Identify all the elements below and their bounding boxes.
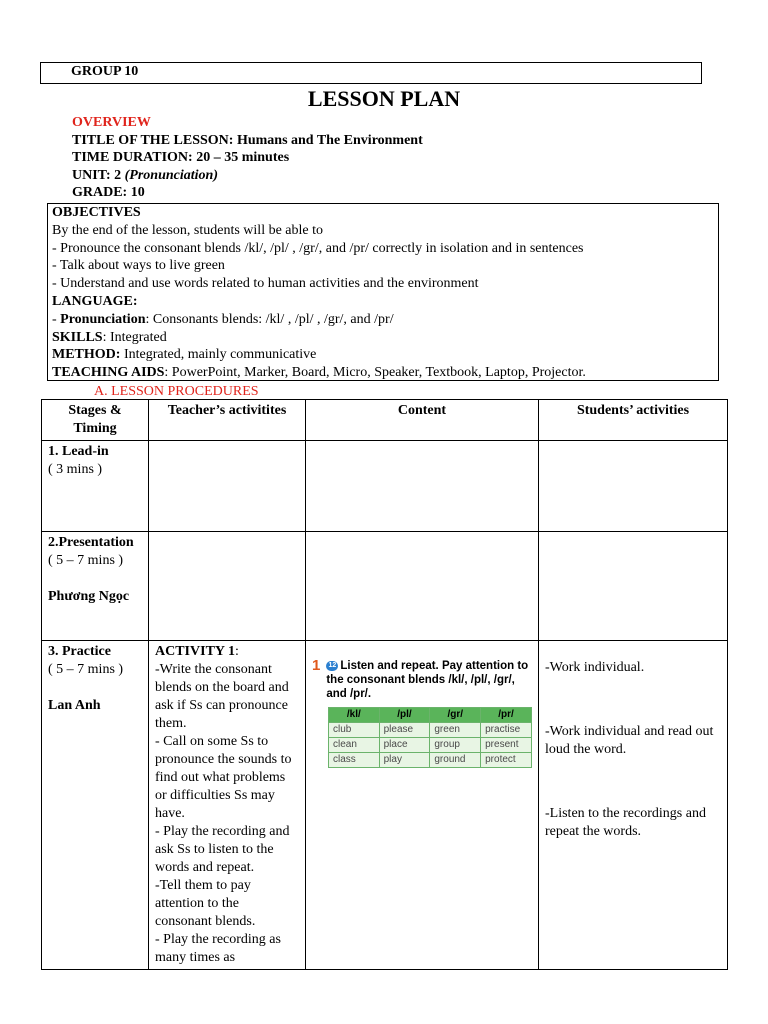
method-label: METHOD: <box>52 347 121 363</box>
language-label: LANGUAGE: <box>52 293 138 309</box>
objective-item: - Pronounce the consonant blends /kl/, /pl/ , /gr/, and /pr/ correctly in isolation and in sentences <box>52 240 584 256</box>
presenter-name: Phương Ngọc <box>48 589 130 604</box>
word-row <box>329 723 532 738</box>
stage-time: ( 3 mins ) <box>48 462 103 477</box>
group-label: GROUP 10 <box>71 64 139 79</box>
teaching-aids-text: : PowerPoint, Marker, Board, Micro, Speaker, Textbook, Laptop, Projector. <box>164 365 586 381</box>
pronunciation-text: : Consonants blends: /kl/ , /pl/ , /gr/, and /pr/ <box>145 311 394 327</box>
objective-item: - Understand and use words related to human activities and the environment <box>52 276 479 292</box>
activity-colon: : <box>235 644 239 659</box>
teaching-aids-label: TEACHING AIDS <box>52 365 165 381</box>
word-cell: group <box>430 738 481 753</box>
group-box <box>40 62 702 84</box>
word-row <box>329 738 532 753</box>
audio-track-icon: 12 <box>326 661 338 671</box>
word-cell: club <box>329 723 380 738</box>
method-text: Integrated, mainly communicative <box>120 347 317 363</box>
table-row <box>42 532 728 641</box>
word-cell: present <box>481 738 532 753</box>
unit-note: (Pronunciation) <box>124 167 218 183</box>
activity-title: ACTIVITY 1 <box>155 644 235 659</box>
teaching-aids-line <box>52 364 714 382</box>
word-row <box>329 753 532 768</box>
unit-line <box>72 167 423 185</box>
header-stages: Stages & Timing <box>42 400 149 441</box>
overview-heading: OVERVIEW <box>72 115 151 130</box>
table-row <box>42 641 728 970</box>
students-cell <box>539 641 728 970</box>
student-activity: -Work individual and read out loud the word. <box>545 724 714 757</box>
students-cell <box>539 441 728 532</box>
objectives-intro: By the end of the lesson, students will be able to <box>52 222 324 238</box>
word-column-header: /kl/ <box>329 708 380 723</box>
page-title: LESSON PLAN <box>307 86 461 111</box>
header-teacher: Teacher’s activitites <box>149 400 306 441</box>
objectives-box <box>47 203 719 381</box>
skills-text: : Integrated <box>102 329 167 345</box>
word-cell: practise <box>481 723 532 738</box>
word-column-header: /gr/ <box>430 708 481 723</box>
word-column-header: /pr/ <box>481 708 532 723</box>
presenter-name: Lan Anh <box>48 698 101 713</box>
objective-item: - Talk about ways to live green <box>52 258 225 274</box>
teacher-cell <box>149 532 306 641</box>
activity-title-line <box>155 643 299 661</box>
stage-name: 2.Presentation <box>48 535 134 550</box>
word-cell: class <box>329 753 380 768</box>
word-table-header <box>329 708 532 723</box>
word-column-header: /pl/ <box>379 708 430 723</box>
table-row <box>42 441 728 532</box>
lesson-procedure-table <box>41 399 728 970</box>
word-cell: ground <box>430 753 481 768</box>
skills-label: SKILLS <box>52 329 103 345</box>
exercise-number: 1 <box>312 657 321 674</box>
student-activity: -Work individual. <box>545 660 645 675</box>
exercise-instruction: Listen and repeat. Pay attention to the consonant blends /kl/, /pl/, /gr/, and /pr/. <box>326 660 529 700</box>
stage-time: ( 5 – 7 mins ) <box>48 662 124 677</box>
procedures-heading: A. LESSON PROCEDURES <box>94 384 259 399</box>
content-cell <box>306 641 539 970</box>
word-cell: clean <box>329 738 380 753</box>
skills-line <box>52 329 714 347</box>
exercise-heading <box>312 659 532 701</box>
word-cell: place <box>379 738 430 753</box>
stage-cell <box>42 441 149 532</box>
unit-label: UNIT: 2 <box>72 167 125 183</box>
stage-cell <box>42 532 149 641</box>
teacher-cell <box>149 641 306 970</box>
content-cell <box>306 441 539 532</box>
stage-cell <box>42 641 149 970</box>
header-students: Students’ activities <box>539 400 728 441</box>
grade: GRADE: 10 <box>72 185 145 200</box>
exercise-instruction-wrap <box>326 659 532 701</box>
objectives-heading: OBJECTIVES <box>52 205 141 220</box>
pronunciation-label: Pronunciation <box>60 311 146 327</box>
method-line <box>52 346 714 364</box>
pronunciation-line <box>52 311 714 329</box>
time-duration: TIME DURATION: 20 – 35 minutes <box>72 150 290 165</box>
overview-block <box>72 114 423 202</box>
stage-name: 1. Lead-in <box>48 444 109 459</box>
students-cell <box>539 532 728 641</box>
word-cell: protect <box>481 753 532 768</box>
pronunciation-prefix: - <box>52 311 61 327</box>
consonant-blend-table <box>328 707 532 768</box>
header-content: Content <box>306 400 539 441</box>
content-cell <box>306 532 539 641</box>
word-cell: please <box>379 723 430 738</box>
lesson-title: TITLE OF THE LESSON: Humans and The Environment <box>72 132 423 148</box>
teacher-cell <box>149 441 306 532</box>
stage-name: 3. Practice <box>48 644 111 659</box>
word-cell: play <box>379 753 430 768</box>
stage-time: ( 5 – 7 mins ) <box>48 553 124 568</box>
student-activity: -Listen to the recordings and repeat the words. <box>545 806 706 839</box>
word-cell: green <box>430 723 481 738</box>
table-header-row <box>42 400 728 441</box>
teacher-activity-text: -Write the consonant blends on the board and ask if Ss can pronounce them. - Call on some Ss to pronounce the sounds to find out what problems or difficulties Ss may have. - Play the recording and ask Ss to listen to the words and repeat. -Tell them to pay attention to the consonant blends. - Play the recording as many times as <box>155 662 292 965</box>
